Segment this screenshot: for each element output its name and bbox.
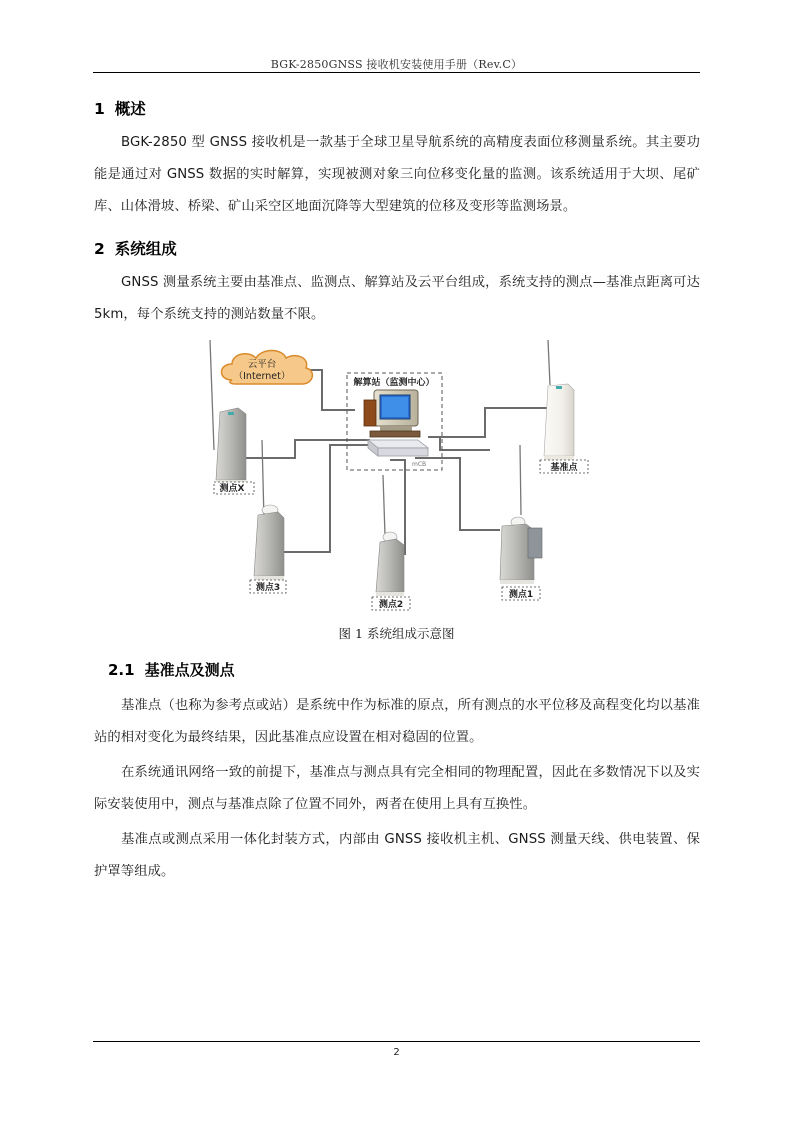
station-2-label: 测点2 xyxy=(378,600,404,610)
section-number: 2 xyxy=(94,240,105,258)
station-x-label: 测点X xyxy=(219,484,245,494)
line-p1 xyxy=(415,458,500,530)
computer-icon xyxy=(364,390,420,437)
switch-label: mCB xyxy=(412,461,427,468)
cloud-platform xyxy=(222,351,313,385)
page-header: BGK-2850GNSS 接收机安装使用手册（Rev.C） xyxy=(270,58,523,71)
line-base xyxy=(428,408,550,437)
section-number: 1 xyxy=(94,100,105,118)
section-1-heading xyxy=(94,97,146,119)
station-1 xyxy=(500,445,542,600)
cloud-label-1: 云平台 xyxy=(247,359,277,370)
line-x xyxy=(245,440,370,458)
system-diagram-svg xyxy=(200,340,610,615)
system-diagram xyxy=(200,340,610,615)
section-number: 2.1 xyxy=(108,661,135,679)
header-rule xyxy=(93,72,700,73)
section-2-1-paragraph-1: 基准点（也称为参考点或站）是系统中作为标准的原点，所有测点的水平位移及高程变化均以基准站的相对变化为最终结果，因此基准点应设置在相对稳固的位置。 xyxy=(94,698,700,745)
station-3 xyxy=(250,440,286,593)
station-1-label: 测点1 xyxy=(508,590,534,600)
figure-caption: 图 1 系统组成示意图 xyxy=(338,626,455,641)
section-2-1-paragraph-2: 在系统通讯网络一致的前提下，基准点与测点具有完全相同的物理配置，因此在多数情况下以及实际安装使用中，测点与基准点除了位置不同外，两者在使用上具有互换性。 xyxy=(94,765,700,812)
switch-icon xyxy=(368,440,428,468)
line-p3 xyxy=(280,445,375,552)
cloud-label-2: （Internet） xyxy=(233,371,291,382)
line-cloud xyxy=(308,370,355,410)
section-2-heading xyxy=(94,237,177,259)
center-label: 解算站（监测中心） xyxy=(353,378,435,388)
line-p1b xyxy=(430,437,490,450)
section-2-paragraph: GNSS 测量系统主要由基准点、监测点、解算站及云平台组成，系统支持的测点—基准点距离可达 5km，每个系统支持的测站数量不限。 xyxy=(94,275,700,322)
footer-rule xyxy=(93,1041,700,1042)
section-2-1-heading xyxy=(108,659,235,680)
station-3-label: 测点3 xyxy=(255,583,281,593)
section-title: 概述 xyxy=(114,100,146,118)
section-1-paragraph: BGK-2850 型 GNSS 接收机是一款基于全球卫星导航系统的高精度表面位移测量系统。其主要功能是通过对 GNSS 数据的实时解算，实现被测对象三向位移变化量的监测。该系统适用于大坝、尾矿库、山体滑坡、桥梁、矿山采空区地面沉降等大型建筑的位移及变形等监测场景。 xyxy=(94,135,700,214)
page-number: 2 xyxy=(393,1047,400,1058)
section-2-1-paragraph-3: 基准点或测点采用一体化封装方式，内部由 GNSS 接收机主机、GNSS 测量天线、供电装置、保护罩等组成。 xyxy=(94,832,700,879)
section-title: 系统组成 xyxy=(114,240,177,258)
base-station xyxy=(540,340,588,473)
base-station-label: 基准点 xyxy=(550,463,578,473)
section-title: 基准点及测点 xyxy=(144,661,235,679)
